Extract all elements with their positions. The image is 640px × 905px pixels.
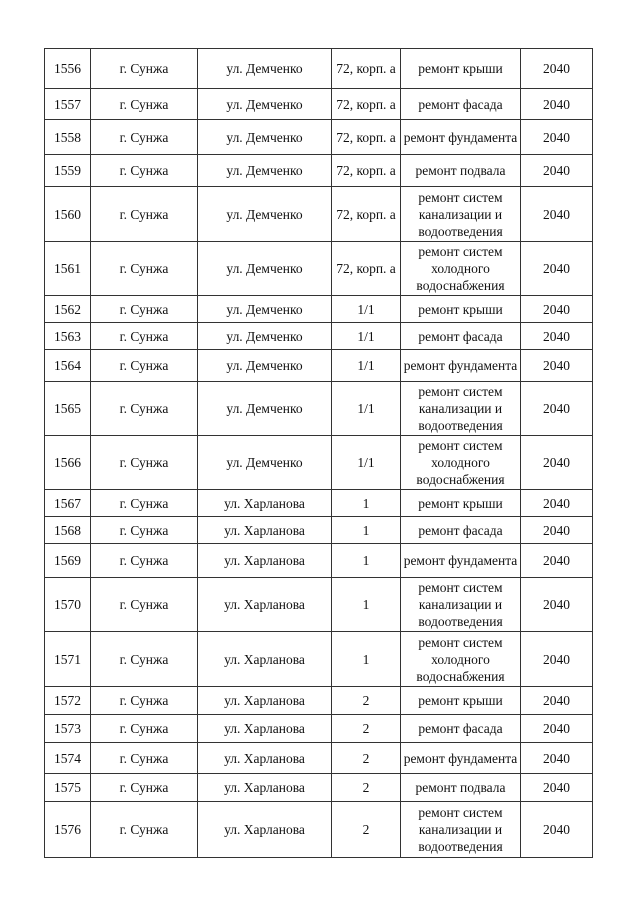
year-cell: 2040 — [521, 187, 593, 242]
street-cell: ул. Демченко — [198, 242, 332, 296]
table-row — [45, 632, 593, 687]
work-type-cell: ремонт систем холодного водоснабжения — [401, 242, 521, 296]
year-cell: 2040 — [521, 49, 593, 89]
table-row — [45, 323, 593, 350]
city-cell: г. Сунжа — [91, 155, 198, 187]
house-number-cell: 1 — [332, 578, 401, 632]
table-row — [45, 296, 593, 323]
row-number-cell: 1565 — [45, 382, 91, 436]
street-cell: ул. Демченко — [198, 296, 332, 323]
year-cell: 2040 — [521, 743, 593, 774]
city-cell: г. Сунжа — [91, 544, 198, 578]
house-number-cell: 2 — [332, 715, 401, 743]
city-cell: г. Сунжа — [91, 490, 198, 517]
row-number-cell: 1572 — [45, 687, 91, 715]
house-number-cell: 1/1 — [332, 350, 401, 382]
street-cell: ул. Харланова — [198, 490, 332, 517]
year-cell: 2040 — [521, 490, 593, 517]
table-row — [45, 802, 593, 858]
work-type-cell: ремонт фасада — [401, 517, 521, 544]
row-number-cell: 1558 — [45, 120, 91, 155]
work-type-cell: ремонт крыши — [401, 296, 521, 323]
street-cell: ул. Демченко — [198, 155, 332, 187]
table-row — [45, 350, 593, 382]
street-cell: ул. Демченко — [198, 436, 332, 490]
table-row — [45, 544, 593, 578]
row-number-cell: 1567 — [45, 490, 91, 517]
row-number-cell: 1564 — [45, 350, 91, 382]
row-number-cell: 1557 — [45, 89, 91, 120]
year-cell: 2040 — [521, 296, 593, 323]
street-cell: ул. Харланова — [198, 632, 332, 687]
city-cell: г. Сунжа — [91, 436, 198, 490]
year-cell: 2040 — [521, 436, 593, 490]
city-cell: г. Сунжа — [91, 242, 198, 296]
table-row — [45, 187, 593, 242]
work-type-cell: ремонт крыши — [401, 490, 521, 517]
city-cell: г. Сунжа — [91, 632, 198, 687]
house-number-cell: 1 — [332, 544, 401, 578]
table-row — [45, 517, 593, 544]
table-row — [45, 436, 593, 490]
year-cell: 2040 — [521, 323, 593, 350]
street-cell: ул. Демченко — [198, 187, 332, 242]
city-cell: г. Сунжа — [91, 578, 198, 632]
house-number-cell: 72, корп. а — [332, 187, 401, 242]
work-type-cell: ремонт фасада — [401, 715, 521, 743]
table-row — [45, 89, 593, 120]
table-body — [45, 49, 593, 858]
year-cell: 2040 — [521, 715, 593, 743]
row-number-cell: 1563 — [45, 323, 91, 350]
year-cell: 2040 — [521, 89, 593, 120]
work-type-cell: ремонт систем канализации и водоотведения — [401, 802, 521, 858]
row-number-cell: 1573 — [45, 715, 91, 743]
year-cell: 2040 — [521, 544, 593, 578]
street-cell: ул. Харланова — [198, 715, 332, 743]
city-cell: г. Сунжа — [91, 687, 198, 715]
work-type-cell: ремонт подвала — [401, 155, 521, 187]
row-number-cell: 1561 — [45, 242, 91, 296]
work-type-cell: ремонт фасада — [401, 89, 521, 120]
work-type-cell: ремонт фасада — [401, 323, 521, 350]
year-cell: 2040 — [521, 632, 593, 687]
house-number-cell: 2 — [332, 802, 401, 858]
city-cell: г. Сунжа — [91, 350, 198, 382]
work-type-cell: ремонт фундамента — [401, 544, 521, 578]
house-number-cell: 72, корп. а — [332, 89, 401, 120]
house-number-cell: 2 — [332, 774, 401, 802]
table-row — [45, 743, 593, 774]
work-type-cell: ремонт систем канализации и водоотведения — [401, 578, 521, 632]
year-cell: 2040 — [521, 382, 593, 436]
table-row — [45, 578, 593, 632]
table-row — [45, 774, 593, 802]
street-cell: ул. Харланова — [198, 517, 332, 544]
street-cell: ул. Демченко — [198, 350, 332, 382]
street-cell: ул. Демченко — [198, 382, 332, 436]
row-number-cell: 1575 — [45, 774, 91, 802]
row-number-cell: 1574 — [45, 743, 91, 774]
year-cell: 2040 — [521, 687, 593, 715]
street-cell: ул. Харланова — [198, 774, 332, 802]
year-cell: 2040 — [521, 578, 593, 632]
city-cell: г. Сунжа — [91, 323, 198, 350]
row-number-cell: 1562 — [45, 296, 91, 323]
table-row — [45, 242, 593, 296]
city-cell: г. Сунжа — [91, 715, 198, 743]
work-type-cell: ремонт крыши — [401, 687, 521, 715]
house-number-cell: 1/1 — [332, 436, 401, 490]
house-number-cell: 72, корп. а — [332, 120, 401, 155]
work-type-cell: ремонт систем канализации и водоотведения — [401, 382, 521, 436]
row-number-cell: 1559 — [45, 155, 91, 187]
street-cell: ул. Харланова — [198, 578, 332, 632]
row-number-cell: 1566 — [45, 436, 91, 490]
house-number-cell: 2 — [332, 687, 401, 715]
row-number-cell: 1571 — [45, 632, 91, 687]
year-cell: 2040 — [521, 155, 593, 187]
house-number-cell: 2 — [332, 743, 401, 774]
street-cell: ул. Харланова — [198, 687, 332, 715]
row-number-cell: 1556 — [45, 49, 91, 89]
street-cell: ул. Харланова — [198, 802, 332, 858]
house-number-cell: 1/1 — [332, 296, 401, 323]
row-number-cell: 1576 — [45, 802, 91, 858]
street-cell: ул. Демченко — [198, 323, 332, 350]
work-type-cell: ремонт подвала — [401, 774, 521, 802]
row-number-cell: 1568 — [45, 517, 91, 544]
house-number-cell: 1/1 — [332, 323, 401, 350]
house-number-cell: 1 — [332, 632, 401, 687]
work-type-cell: ремонт фундамента — [401, 743, 521, 774]
table-row — [45, 490, 593, 517]
year-cell: 2040 — [521, 802, 593, 858]
year-cell: 2040 — [521, 242, 593, 296]
table-row — [45, 687, 593, 715]
table-row — [45, 120, 593, 155]
house-number-cell: 72, корп. а — [332, 155, 401, 187]
city-cell: г. Сунжа — [91, 120, 198, 155]
repair-schedule-table — [44, 48, 593, 858]
house-number-cell: 1/1 — [332, 382, 401, 436]
work-type-cell: ремонт фундамента — [401, 350, 521, 382]
house-number-cell: 1 — [332, 490, 401, 517]
work-type-cell: ремонт крыши — [401, 49, 521, 89]
city-cell: г. Сунжа — [91, 743, 198, 774]
table-row — [45, 382, 593, 436]
year-cell: 2040 — [521, 517, 593, 544]
street-cell: ул. Демченко — [198, 120, 332, 155]
city-cell: г. Сунжа — [91, 89, 198, 120]
city-cell: г. Сунжа — [91, 49, 198, 89]
city-cell: г. Сунжа — [91, 296, 198, 323]
table-row — [45, 715, 593, 743]
work-type-cell: ремонт фундамента — [401, 120, 521, 155]
city-cell: г. Сунжа — [91, 517, 198, 544]
street-cell: ул. Харланова — [198, 544, 332, 578]
work-type-cell: ремонт систем холодного водоснабжения — [401, 436, 521, 490]
year-cell: 2040 — [521, 774, 593, 802]
city-cell: г. Сунжа — [91, 802, 198, 858]
house-number-cell: 72, корп. а — [332, 242, 401, 296]
row-number-cell: 1569 — [45, 544, 91, 578]
work-type-cell: ремонт систем холодного водоснабжения — [401, 632, 521, 687]
year-cell: 2040 — [521, 350, 593, 382]
city-cell: г. Сунжа — [91, 774, 198, 802]
table-row — [45, 49, 593, 89]
year-cell: 2040 — [521, 120, 593, 155]
city-cell: г. Сунжа — [91, 382, 198, 436]
street-cell: ул. Демченко — [198, 49, 332, 89]
work-type-cell: ремонт систем канализации и водоотведения — [401, 187, 521, 242]
street-cell: ул. Демченко — [198, 89, 332, 120]
house-number-cell: 1 — [332, 517, 401, 544]
row-number-cell: 1570 — [45, 578, 91, 632]
house-number-cell: 72, корп. а — [332, 49, 401, 89]
street-cell: ул. Харланова — [198, 743, 332, 774]
row-number-cell: 1560 — [45, 187, 91, 242]
city-cell: г. Сунжа — [91, 187, 198, 242]
table-row — [45, 155, 593, 187]
